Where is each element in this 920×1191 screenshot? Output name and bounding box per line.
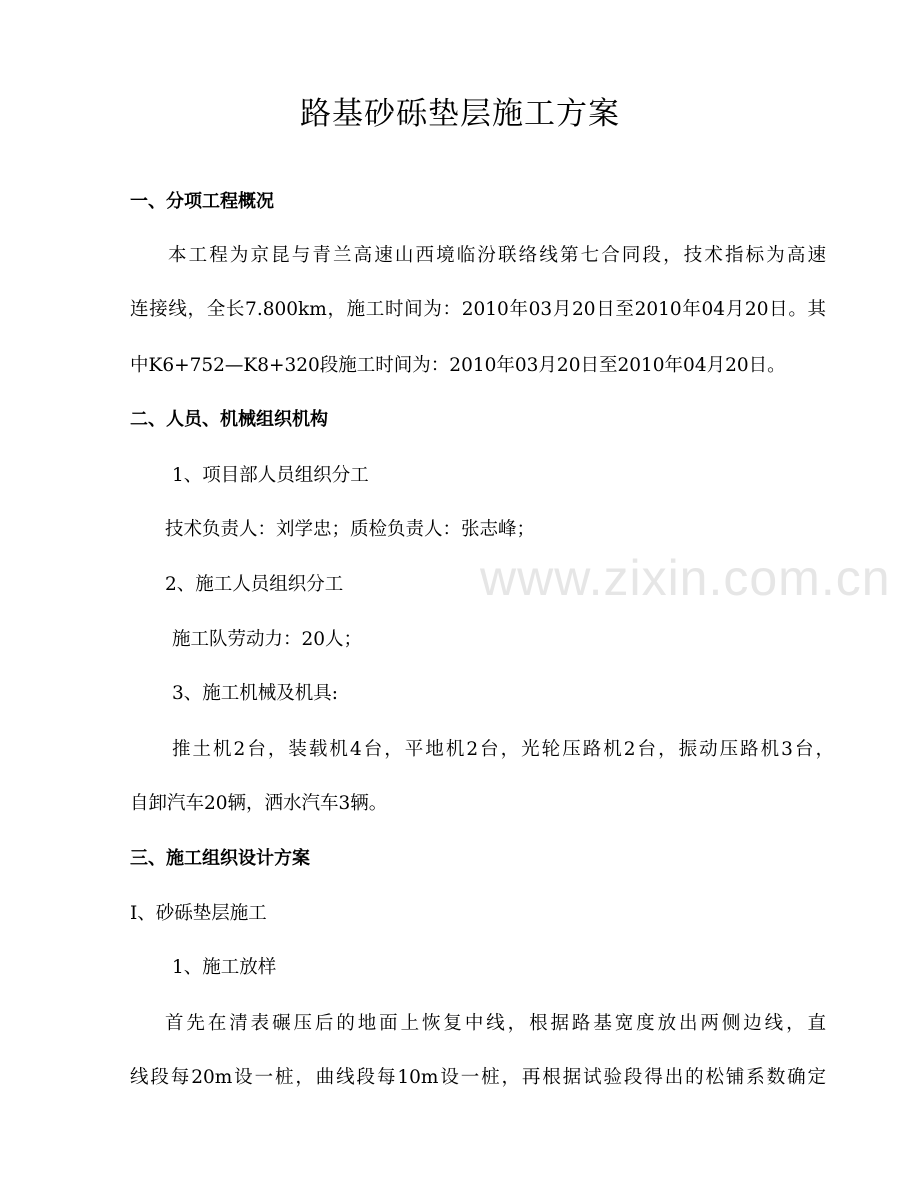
paragraph-line: 施工队劳动力：20人； (172, 629, 363, 650)
paragraph-line: 连接线，全长7.800km，施工时间为：2010年03月20日至2010年04月20日。其 (130, 299, 826, 320)
paragraph-line: 技术负责人：刘学忠；质检负责人：张志峰； (165, 519, 536, 540)
paragraph-line: 首先在清表碾压后的地面上恢复中线，根据路基宽度放出两侧边线，直 (165, 1013, 826, 1034)
paragraph-line: 线段每20m设一桩，曲线段每10m设一桩，再根据试验段得出的松铺系数确定 (130, 1067, 826, 1088)
paragraph-line: 推土机2台，装载机4台，平地机2台，光轮压路机2台，振动压路机3台， (172, 739, 834, 760)
section-heading-organization: 二、人员、机械组织机构 (130, 409, 328, 430)
paragraph-line: 自卸汽车20辆，洒水汽车3辆。 (130, 793, 388, 814)
paragraph-line: 中K6+752—K8+320段施工时间为：2010年03月20日至2010年04月20日。 (130, 355, 786, 376)
list-item: 1、施工放样 (172, 957, 277, 978)
list-item: 3、施工机械及机具: (172, 683, 339, 704)
section-heading-overview: 一、分项工程概况 (130, 191, 274, 212)
subsection-heading: Ⅰ、砂砾垫层施工 (130, 903, 267, 924)
paragraph-line: 本工程为京昆与青兰高速山西境临汾联络线第七合同段，技术指标为高速 (168, 245, 826, 266)
list-item: 2、施工人员组织分工 (165, 574, 344, 595)
watermark: www.zixin.com.cn (480, 550, 891, 606)
list-item: 1、项目部人员组织分工 (172, 465, 369, 486)
section-heading-design: 三、施工组织设计方案 (130, 848, 310, 869)
page-title: 路基砂砾垫层施工方案 (300, 96, 620, 132)
